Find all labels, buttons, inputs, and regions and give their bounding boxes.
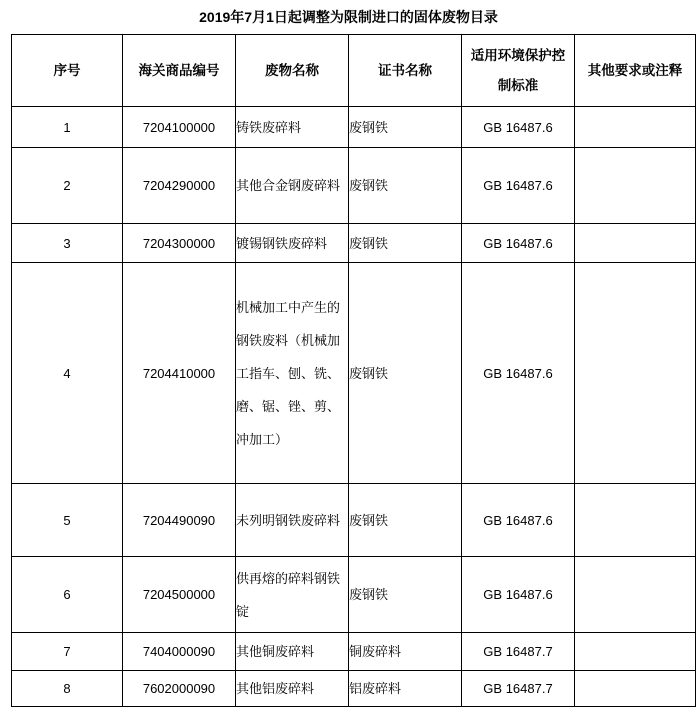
table-header-row (12, 35, 696, 107)
cell-remark (575, 557, 696, 633)
cell-std: GB 16487.6 (462, 107, 575, 148)
cell-no: 1 (12, 107, 123, 148)
cell-std: GB 16487.6 (462, 557, 575, 633)
cell-remark (575, 671, 696, 707)
cell-cert: 铝废碎料 (349, 671, 462, 707)
cell-remark (575, 148, 696, 224)
table-row (12, 484, 696, 557)
cell-no: 6 (12, 557, 123, 633)
cell-cert: 废钢铁 (349, 148, 462, 224)
cell-remark (575, 484, 696, 557)
cell-code: 7602000090 (123, 671, 236, 707)
cell-name: 其他铝废碎料 (236, 671, 349, 707)
cell-cert: 废钢铁 (349, 484, 462, 557)
cell-name: 镀锡钢铁废碎料 (236, 224, 349, 263)
waste-catalog-table-container (11, 34, 695, 707)
cell-remark (575, 263, 696, 484)
table-row (12, 671, 696, 707)
table-row (12, 224, 696, 263)
cell-std: GB 16487.6 (462, 224, 575, 263)
cell-std: GB 16487.6 (462, 148, 575, 224)
table-row (12, 148, 696, 224)
cell-cert: 废钢铁 (349, 263, 462, 484)
cell-name: 未列明钢铁废碎料 (236, 484, 349, 557)
cell-no: 8 (12, 671, 123, 707)
cell-std: GB 16487.7 (462, 633, 575, 671)
table-row (12, 107, 696, 148)
cell-remark (575, 633, 696, 671)
cell-code: 7204490090 (123, 484, 236, 557)
cell-code: 7204500000 (123, 557, 236, 633)
cell-no: 7 (12, 633, 123, 671)
column-header-code: 海关商品编号 (123, 35, 236, 107)
cell-name: 铸铁废碎料 (236, 107, 349, 148)
cell-cert: 废钢铁 (349, 107, 462, 148)
cell-name: 其他铜废碎料 (236, 633, 349, 671)
cell-remark (575, 107, 696, 148)
cell-code: 7204410000 (123, 263, 236, 484)
cell-std: GB 16487.7 (462, 671, 575, 707)
column-header-cert: 证书名称 (349, 35, 462, 107)
cell-cert: 废钢铁 (349, 224, 462, 263)
cell-remark (575, 224, 696, 263)
cell-name: 供再熔的碎料钢铁锭 (236, 557, 349, 633)
cell-std: GB 16487.6 (462, 484, 575, 557)
cell-code: 7204290000 (123, 148, 236, 224)
cell-no: 2 (12, 148, 123, 224)
waste-catalog-table (11, 34, 696, 707)
cell-code: 7404000090 (123, 633, 236, 671)
table-header (12, 35, 696, 107)
table-body (12, 107, 696, 707)
cell-cert: 废钢铁 (349, 557, 462, 633)
cell-name: 机械加工中产生的钢铁废料（机械加工指车、刨、铣、磨、锯、锉、剪、冲加工） (236, 263, 349, 484)
cell-code: 7204100000 (123, 107, 236, 148)
cell-std: GB 16487.6 (462, 263, 575, 484)
cell-name: 其他合金钢废碎料 (236, 148, 349, 224)
cell-code: 7204300000 (123, 224, 236, 263)
table-row (12, 633, 696, 671)
column-header-std: 适用环境保护控制标准 (462, 35, 575, 107)
cell-cert: 铜废碎料 (349, 633, 462, 671)
cell-no: 3 (12, 224, 123, 263)
column-header-name: 废物名称 (236, 35, 349, 107)
column-header-remark: 其他要求或注释 (575, 35, 696, 107)
cell-no: 5 (12, 484, 123, 557)
page-title: 2019年7月1日起调整为限制进口的固体废物目录 (199, 9, 498, 25)
cell-no: 4 (12, 263, 123, 484)
table-row (12, 263, 696, 484)
column-header-no: 序号 (12, 35, 123, 107)
table-row (12, 557, 696, 633)
